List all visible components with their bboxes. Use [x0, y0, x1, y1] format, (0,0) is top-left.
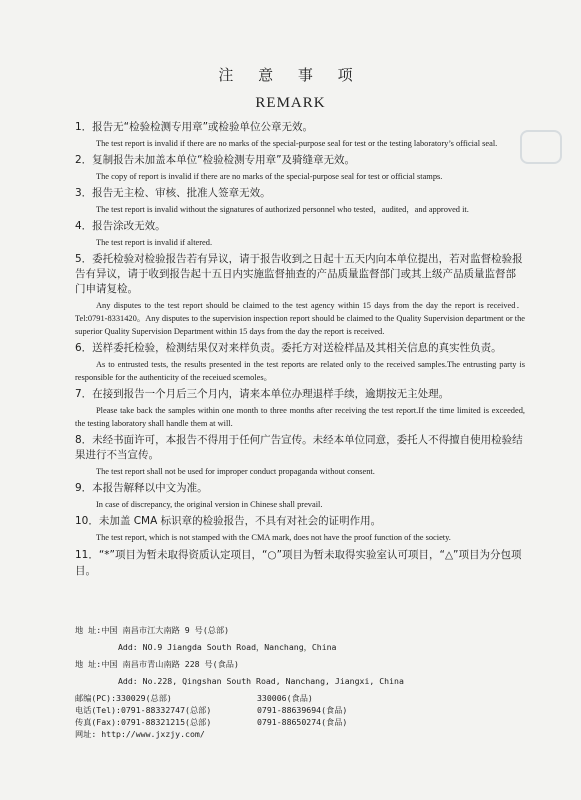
fax-hq: 传真(Fax):0791-88321215(总部)	[75, 717, 212, 727]
remark-en: Please take back the samples within one month to three months after receiving the test report.If the time limited is exceeded, the testing laboratory shall handle them at will.	[75, 406, 525, 428]
remark-item	[75, 186, 525, 216]
website-row: 网址: http://www.jxzjy.com/	[75, 729, 205, 739]
remark-cn: 5．委托检验对检验报告若有异议，请于报告收到之日起十五天内向本单位提出，若对监督检验报告有异议，请于收到报告起十五日内实施监督抽查的产品质量监督部门或其上级产品质量监督部门申请复检。	[75, 253, 523, 295]
address-food-en-row	[75, 675, 535, 687]
remark-cn: 3．报告无主检、审核、批准人签章无效。	[75, 187, 271, 199]
remark-cn: 4．报告涂改无效。	[75, 220, 166, 232]
remark-item	[75, 153, 525, 183]
remark-en: The test report is invalid if altered.	[96, 238, 213, 247]
remark-cn: 11．“*”项目为暂未取得资质认定项目，“○”项目为暂未取得实验室认可项目，“△”项目为分包项目。	[75, 549, 522, 577]
remark-cn: 9．本报告解释以中文为准。	[75, 482, 208, 494]
remark-item	[75, 387, 525, 430]
address-hq-cn: 地 址:中国 南昌市江大南路 9 号(总部)	[75, 625, 230, 635]
phone-food: 0791-88639694(食品)	[257, 705, 348, 715]
remark-item	[75, 252, 525, 338]
address-food-cn: 地 址:中国 南昌市青山南路 228 号(食品)	[75, 659, 239, 669]
remark-en: In case of discrepancy, the original version in Chinese shall prevail.	[96, 500, 323, 509]
phone-hq: 电话(Tel):0791-88332747(总部)	[75, 705, 212, 715]
remark-item	[75, 219, 525, 249]
faded-seal-mark	[520, 130, 562, 164]
fax-food: 0791-88650274(食品)	[257, 717, 348, 727]
remark-cn: 2．复制报告未加盖本单位“检验检测专用章”及骑缝章无效。	[75, 154, 356, 166]
remark-item	[75, 120, 525, 150]
remark-en: As to entrusted tests, the results presented in the test reports are related only to the received samples.The entrusting party is responsible for the authenticity of the receiued scemoles。	[75, 360, 525, 382]
remark-item	[75, 433, 525, 478]
remark-cn: 10．未加盖 CMA 标识章的检验报告，不具有对社会的证明作用。	[75, 515, 382, 527]
remark-en: The test report is invalid if there are no marks of the special-purpose seal for test or the testing laboratory’s official seal.	[96, 139, 498, 148]
fax-row	[75, 716, 535, 728]
remark-item	[75, 514, 525, 544]
address-hq-en: Add: NO.9 Jiangda South Road，Nanchang，China	[118, 642, 337, 652]
remark-cn: 7．在接到报告一个月后三个月内，请来本单位办理退样手续，逾期按无主处理。	[75, 388, 450, 400]
remark-cn: 6．送样委托检验，检测结果仅对来样负责。委托方对送检样品及其相关信息的真实性负责。	[75, 342, 502, 354]
remark-list	[75, 120, 525, 582]
postcode-row	[75, 692, 535, 704]
phone-row	[75, 704, 535, 716]
remark-item	[75, 341, 525, 384]
postcode-food: 330006(食品)	[257, 693, 313, 703]
postcode-hq: 邮编(PC):330029(总部)	[75, 693, 172, 703]
address-food-en: Add: No.228, Qingshan South Road, Nanchang, Jiangxi, China	[118, 676, 404, 686]
remark-cn: 8．未经书面许可，本报告不得用于任何广告宣传。未经本单位同意，委托人不得擅自使用检验结果进行不当宣传。	[75, 434, 523, 461]
remark-en: The test report is invalid without the signatures of authorized personnel who tested，audited，and approved it.	[96, 205, 469, 214]
remark-en: The test report shall not be used for improper conduct propaganda without consent.	[96, 467, 375, 476]
remark-en: Any disputes to the test report should be claimed to the test agency within 15 days from the day the report is received．Tel:0791-8331420。Any disputes to the supervision inspection report should be claimed to the Quality Supervision department or the superior Quality Supervision Department within 15 days from the day the report is received.	[75, 301, 525, 336]
remark-item	[75, 547, 525, 579]
remark-item	[75, 481, 525, 511]
address-hq-en-row	[75, 641, 535, 653]
title-chinese: 注 意 事 项	[218, 66, 363, 84]
remark-cn: 1．报告无“检验检测专用章”或检验单位公章无效。	[75, 121, 314, 133]
contact-block	[75, 624, 535, 740]
title-english: REMARK	[255, 95, 326, 111]
remark-en: The copy of report is invalid if there are no marks of the special-purpose seal for test or official stamps.	[96, 172, 443, 181]
remark-en: The test report, which is not stamped with the CMA mark, does not have the proof function of the society.	[96, 533, 451, 542]
